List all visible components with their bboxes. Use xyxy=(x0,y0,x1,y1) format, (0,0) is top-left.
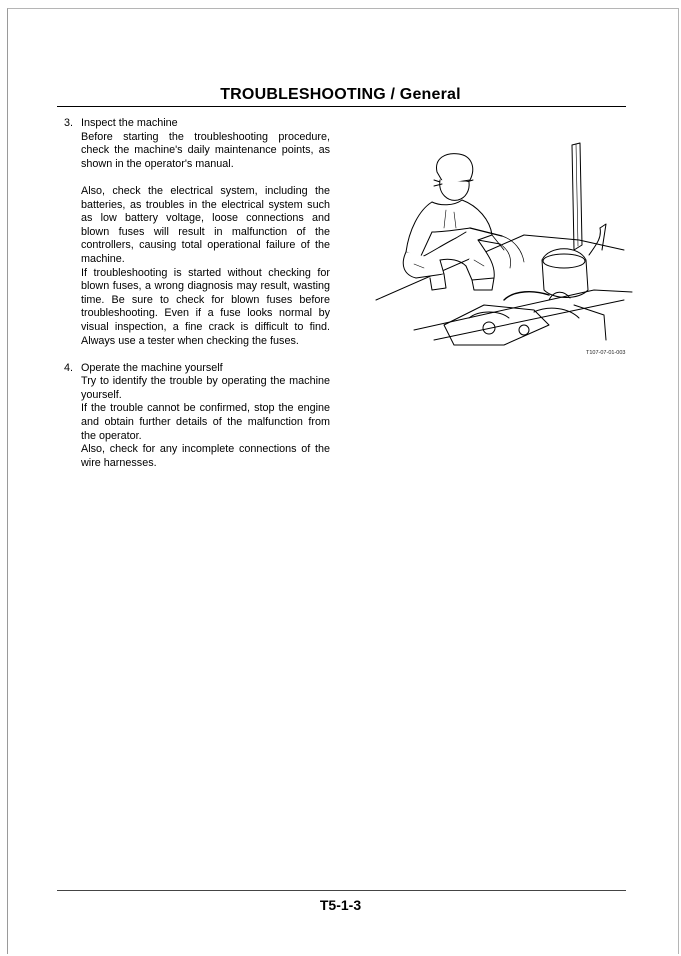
technician-inspecting-engine-illustration xyxy=(374,140,634,350)
step-paragraph: Before starting the troubleshooting procedure, check the machine's daily maintenance points, as shown in the operator's manual. xyxy=(81,130,330,170)
page-number: T5-1-3 xyxy=(319,897,362,913)
step-title: Operate the machine yourself xyxy=(81,361,223,374)
step-paragraph: If troubleshooting is started without checking for blown fuses, a wrong diagnosis may result, wasting time. Be sure to check for blown fuses before troubleshooting. Even if a fuse looks normal by visual inspection, a fine crack is difficult to find. Always use a tester when checking the fuses. xyxy=(81,266,330,347)
step-inspect-machine xyxy=(64,117,330,348)
step-operate-machine xyxy=(64,362,330,471)
page-title: TROUBLESHOOTING / General xyxy=(220,86,461,103)
body-text xyxy=(64,117,330,470)
step-title: Inspect the machine xyxy=(81,117,178,129)
step-paragraph: Also, check for any incomplete connections of the wire harnesses. xyxy=(81,443,330,469)
figure-caption: T107-07-01-003 xyxy=(586,350,626,356)
header-rule xyxy=(57,106,626,107)
step-number: 4. xyxy=(64,361,74,374)
step-number: 3. xyxy=(64,117,74,129)
step-paragraph: Try to identify the trouble by operating the machine yourself. xyxy=(81,375,330,401)
footer-rule xyxy=(57,890,626,891)
step-paragraph: If the trouble cannot be confirmed, stop the engine and obtain further details of the malfunction from the operator. xyxy=(81,402,330,442)
step-paragraph: Also, check the electrical system, including the batteries, as troubles in the electrical system such as low battery voltage, loose connections and blown fuses will result in malfunction of the controllers, causing total operational failure of the machine. xyxy=(81,184,330,265)
